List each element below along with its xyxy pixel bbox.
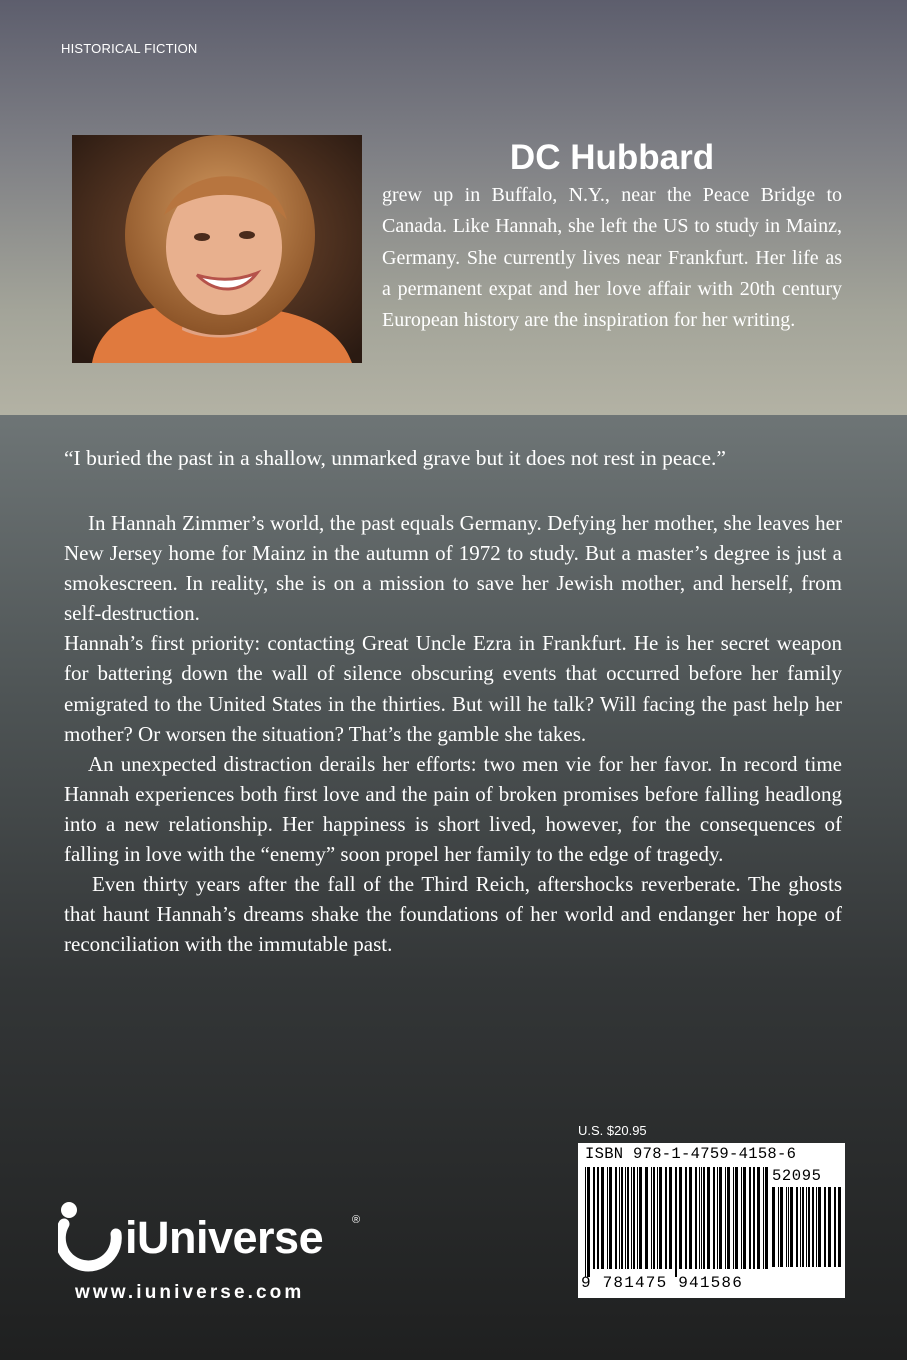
barcode-bar [816, 1187, 817, 1267]
barcode-bar [788, 1187, 789, 1267]
barcode-bar [741, 1167, 742, 1269]
author-photo [72, 135, 362, 363]
barcode-bar [619, 1167, 620, 1269]
barcode-bar [808, 1187, 810, 1267]
barcode-bar [609, 1167, 612, 1269]
barcode-bar [790, 1187, 793, 1267]
barcode-bar [659, 1167, 662, 1269]
barcode-bar [639, 1167, 642, 1269]
barcode-bar [802, 1187, 804, 1267]
barcode-bar [625, 1167, 626, 1269]
barcode-bar [796, 1187, 798, 1267]
blurb-paragraph: In Hannah Zimmer’s world, the past equals Germany. Defying her mother, she leaves her New Jersey home for Mainz in the autumn of 1972 to study. But a master’s degree is just a smokescreen. In reality, she is on a mission to save her Jewish mother, and herself, from self-destruction. [64, 511, 842, 626]
barcode-bar [743, 1167, 746, 1269]
price-code: 52095 [772, 1167, 822, 1185]
barcode-bar [615, 1167, 617, 1269]
barcode-bar [607, 1167, 608, 1269]
barcode-bar [838, 1187, 841, 1267]
barcode-bar [719, 1167, 722, 1269]
barcode-bar [699, 1167, 700, 1269]
barcode-bar [587, 1167, 590, 1277]
barcode-bar [665, 1167, 667, 1269]
barcode-bar [717, 1167, 718, 1269]
barcode-bar [703, 1167, 705, 1269]
barcode-bar [725, 1167, 726, 1269]
barcode-bar [800, 1187, 801, 1267]
barcode-bar [597, 1167, 599, 1269]
barcode-bar [753, 1167, 755, 1269]
barcode-bar [780, 1187, 783, 1267]
barcode-bar [593, 1167, 595, 1269]
barcode-bar [627, 1167, 629, 1269]
barcode-bar [633, 1167, 635, 1269]
barcode-bar [757, 1167, 760, 1269]
barcode-bar [601, 1167, 604, 1269]
barcode-bar [727, 1167, 730, 1269]
barcode-bar [749, 1167, 751, 1269]
addon-bars [770, 1187, 842, 1275]
blurb-paragraph: Even thirty years after the fall of the Third Reich, aftershocks reverberate. The ghosts that haunt Hannah’s dreams shake the foundations of her world and endanger her hope of reconciliation with the immutable past. [64, 872, 842, 957]
publisher-website: www.iuniverse.com [75, 1282, 305, 1303]
book-blurb [64, 508, 842, 959]
barcode-bar [806, 1187, 807, 1267]
barcode-bar [763, 1167, 764, 1269]
barcode-bar [651, 1167, 652, 1269]
barcode-bar [707, 1167, 710, 1269]
barcode-bar [818, 1187, 821, 1267]
barcode-bar [786, 1187, 787, 1267]
barcode-bar [631, 1167, 632, 1269]
barcode-bar [637, 1167, 638, 1269]
barcode-bar [735, 1167, 738, 1269]
ean-bars [583, 1167, 769, 1277]
barcode-bar [824, 1187, 826, 1267]
pull-quote: “I buried the past in a shallow, unmarked grave but it does not rest in peace.” [64, 446, 726, 470]
blurb-paragraph: An unexpected distraction derails her efforts: two men vie for her favor. In record time Hannah experiences both first love and the pain of broken promises before falling headlong into a new relationship. Her happiness is short lived, however, for the consequences of falling in love with the “enemy” soon propel her family to the edge of tragedy. [64, 751, 842, 867]
barcode-bar [828, 1187, 831, 1267]
barcode-bar [701, 1167, 702, 1269]
barcode-bar [772, 1187, 775, 1267]
barcode-bar [695, 1167, 697, 1269]
isbn-barcode [578, 1143, 845, 1298]
barcode-bar [669, 1167, 672, 1269]
barcode-bar [621, 1167, 623, 1269]
barcode-bar [733, 1167, 734, 1269]
publisher-name: iUniverse [125, 1212, 324, 1263]
barcode-bar [834, 1187, 836, 1267]
barcode-bar [653, 1167, 655, 1269]
barcode-bar [765, 1167, 768, 1269]
barcode-bar [685, 1167, 687, 1269]
registered-mark: ® [352, 1214, 361, 1226]
barcode-bar [689, 1167, 692, 1269]
barcode-bar [778, 1187, 779, 1267]
barcode-bar [812, 1187, 814, 1267]
price-label: U.S. $20.95 [578, 1123, 647, 1138]
barcode-bar [679, 1167, 682, 1269]
isbn-label: ISBN 978-1-4759-4158-6 [585, 1145, 797, 1163]
barcode-bar [713, 1167, 715, 1269]
barcode-bar [585, 1167, 586, 1277]
barcode-bar [675, 1167, 677, 1277]
blurb-paragraph: Hannah’s first priority: contacting Great Uncle Ezra in Frankfurt. He is her secret weapon for battering down the wall of silence obscuring events that occurred before her family emigrated to the United States in the thirties. But will he talk? Will facing the past help her mother? Or worsen the situation? That’s the gamble she takes. [64, 631, 842, 746]
iuniverse-logo-icon [58, 1200, 122, 1276]
author-bio: grew up in Buffalo, N.Y., near the Peace Bridge to Canada. Like Hannah, she left the US to study in Mainz, Germany. She currently lives near Frankfurt. Her life as a permanent expat and her love affair with 20th century European history are the inspiration for her writing. [382, 184, 842, 332]
barcode-digits: 9 781475 941586 [581, 1274, 744, 1292]
author-name: DC Hubbard [509, 138, 715, 177]
genre-label: HISTORICAL FICTION [61, 41, 198, 56]
barcode-bar [657, 1167, 658, 1269]
barcode-bar [645, 1167, 648, 1269]
